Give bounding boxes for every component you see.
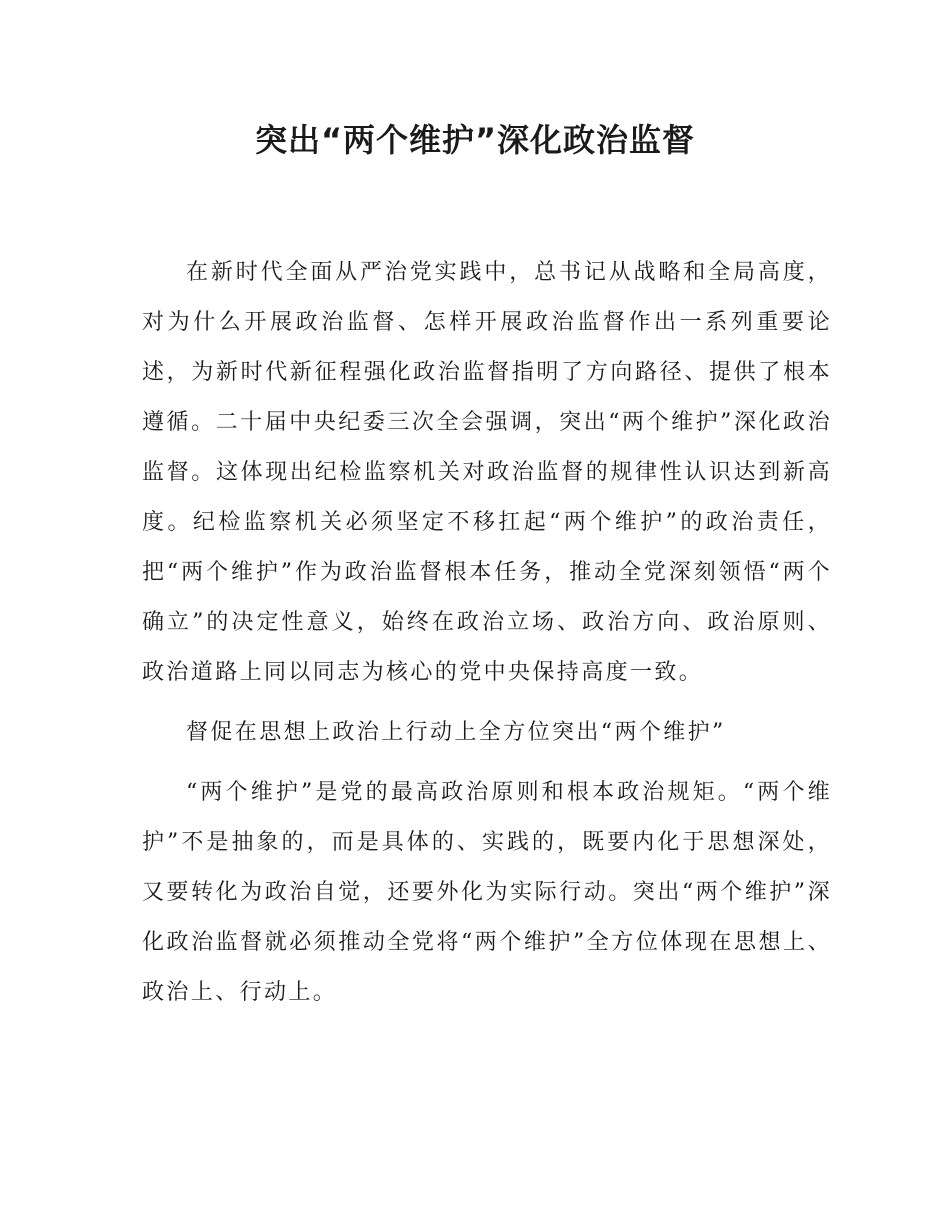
section-heading: 督促在思想上政治上行动上全方位突出“两个维护” [186,720,726,745]
paragraph-intro: 在新时代全面从严治党实践中，总书记从战略和全局高度，对为什么开展政治监督、怎样开展政治监督作出一系列重要论述，为新时代新征程强化政治监督指明了方向路径、提供了根本遵循。二十届中央纪委三次全会强调，突出“两个维护”深化政治监督。这体现出纪检监察机关对政治监督的规律性认识达到新高度。纪检监察机关必须坚定不移扛起“两个维护”的政治责任，把“两个维护”作为政治监督根本任务，推动全党深刻领悟“两个确立”的决定性意义，始终在政治立场、政治方向、政治原则、政治道路上同以同志为核心的党中央保持高度一致。 [142,260,832,685]
document-body [142,248,832,1018]
document-title: 突出“两个维护”深化政治监督 [254,121,696,159]
paragraph-section-1: “两个维护”是党的最高政治原则和根本政治规矩。“两个维护”不是抽象的，而是具体的、实践的，既要内化于思想深处，又要转化为政治自觉，还要外化为实际行动。突出“两个维护”深化政治监督就必须推动全党将“两个维护”全方位体现在思想上、政治上、行动上。 [142,780,832,1005]
